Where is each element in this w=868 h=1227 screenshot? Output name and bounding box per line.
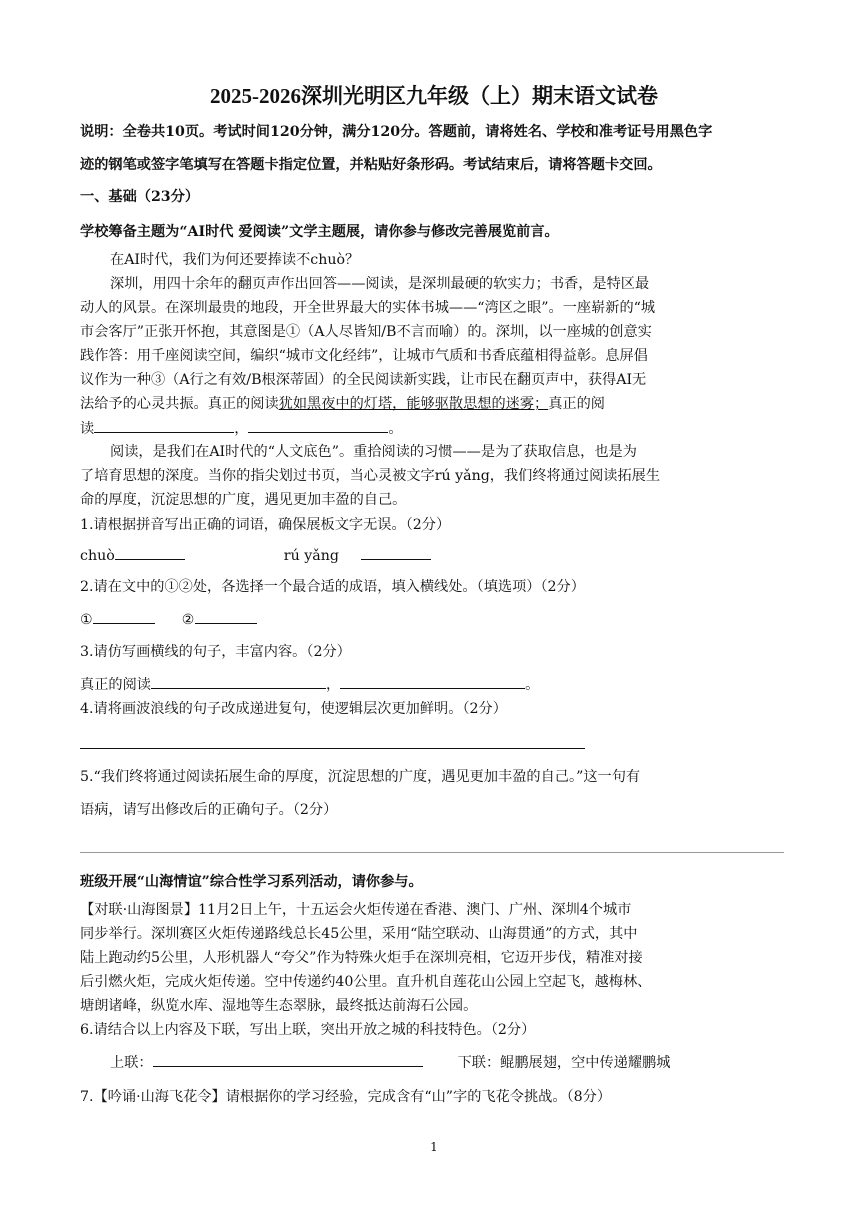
pinyin-label: rú yǎng <box>283 548 339 564</box>
answer-blank[interactable] <box>195 607 257 624</box>
question-6-answer <box>80 1050 790 1075</box>
passage-p2-line5: 议作为一种③（A行之有效/B根深蒂固）的全民阅读新实践，让市民在翻页声中，获得AI无 <box>80 372 647 388</box>
instructions-line-1: 说明：全卷共10页。考试时间120分钟，满分120分。答题前，请将姓名、学校和准考证号用黑色字 <box>80 124 713 140</box>
answer-blank[interactable] <box>361 543 431 560</box>
answer-prefix: 真正的阅读 <box>80 677 151 693</box>
question-2-answers <box>80 607 790 632</box>
passage-text: 真正的阅 <box>548 396 605 412</box>
passage-text: 读 <box>80 421 95 437</box>
question-3-answer <box>80 672 790 697</box>
passage-text: 法给予的心灵共振。真正的阅读 <box>80 396 279 412</box>
blank-marker: ② <box>181 612 195 628</box>
question-1: 1.请根据拼音写出正确的词语，确保展板文字无误。（2分） <box>80 517 451 533</box>
section-1-intro: 学校筹备主题为“AI时代 爱阅读”文学主题展，请你参与修改完善展览前言。 <box>80 224 559 240</box>
lower-couplet: 下联：鲲鹏展翅，空中传递耀鹏城 <box>457 1055 671 1071</box>
answer-blank[interactable] <box>151 672 326 689</box>
answer-blank[interactable] <box>94 416 234 433</box>
passage-p2-line4: 践作答：用千座阅读空间，编织“城市文化经纬”，让城市气质和书香底蕴相得益彰。息屏倡 <box>80 348 648 364</box>
passage-p2-line2: 动人的风景。在深圳最贵的地段，开全世界最大的实体书城——“湾区之眼”。一座崭新的“城 <box>80 300 656 316</box>
section-divider <box>80 852 784 853</box>
passage-p3-line3: 命的厚度，沉淀思想的广度，遇见更加丰盈的自己。 <box>80 492 407 508</box>
section-2-para-line2: 同步举行。深圳赛区火炬传递路线总长45公里，采用“陆空联动、山海贯通”的方式，其中 <box>80 926 638 942</box>
pinyin-label: chuò <box>80 548 115 564</box>
question-7: 7.【吟诵·山海飞花令】请根据你的学习经验，完成含有“山”字的飞花令挑战。（8分） <box>80 1089 612 1105</box>
answer-blank[interactable] <box>93 607 155 624</box>
section-2-para-line1: 【对联·山海图景】11月2日上午，十五运会火炬传递在香港、澳门、广州、深圳4个城市 <box>80 902 632 918</box>
question-5-line2: 语病，请写出修改后的正确句子。（2分） <box>80 802 338 818</box>
punctuation: 。 <box>525 677 540 693</box>
passage-text: ， <box>234 421 249 437</box>
passage-text: 。 <box>388 421 403 437</box>
instructions-line-2: 迹的钢笔或签字笔填写在答题卡指定位置，并粘贴好条形码。考试结束后，请将答题卡交回。 <box>80 157 662 173</box>
answer-blank[interactable] <box>115 543 185 560</box>
exam-title: 2025-2026深圳光明区九年级（上）期末语文试卷 <box>210 84 658 108</box>
passage-p3-line2: 了培育思想的深度。当你的指尖划过书页，当心灵被文字rú yǎng，我们终将通过阅读拓展生 <box>80 468 661 484</box>
upper-couplet-label: 上联： <box>110 1055 153 1071</box>
section-2-para-line3: 陆上跑动约5公里，人形机器人“夸父”作为特殊火炬手在深圳亮相，它迈开步伐，精准对接 <box>80 950 643 966</box>
passage-p2-line3: 市会客厅”正张开怀抱，其意图是①（A人尽皆知/B不言而喻）的。深圳，以一座城的创意实 <box>80 324 652 340</box>
answer-blank[interactable] <box>340 672 525 689</box>
answer-blank[interactable] <box>153 1050 423 1067</box>
section-1-heading: 一、基础（23分） <box>80 189 200 205</box>
section-2-intro: 班级开展“山海情谊”综合性学习系列活动，请你参与。 <box>80 874 423 890</box>
passage-p2-line6 <box>80 392 790 416</box>
question-6: 6.请结合以上内容及下联，写出上联，突出开放之城的科技特色。（2分） <box>80 1022 536 1038</box>
question-3: 3.请仿写画横线的句子，丰富内容。（2分） <box>80 644 351 660</box>
passage-p1: 在AI时代，我们为何还要捧读不chuò？ <box>110 252 360 268</box>
underlined-sentence: 犹如黑夜中的灯塔，能够驱散思想的迷雾； <box>278 396 549 412</box>
passage-p2-line1: 深圳，用四十余年的翻页声作出回答——阅读，是深圳最硬的软实力；书香，是特区最 <box>110 276 650 292</box>
question-5-line1: 5.“我们终将通过阅读拓展生命的厚度，沉淀思想的广度，遇见更加丰盈的自己。”这一句有 <box>80 769 641 785</box>
answer-line[interactable] <box>80 748 585 749</box>
section-2-para-line4: 后引燃火炬，完成火炬传递。空中传递约40公里。直升机自莲花山公园上空起飞，越梅林、 <box>80 974 652 990</box>
passage-p3-line1: 阅读，是我们在AI时代的“人文底色”。重拾阅读的习惯——是为了获取信息，也是为 <box>110 444 637 460</box>
punctuation: ， <box>325 677 341 693</box>
question-4: 4.请将画波浪线的句子改成递进复句，使逻辑层次更加鲜明。（2分） <box>80 701 507 717</box>
blank-marker: ① <box>80 612 93 628</box>
passage-p2-line7 <box>80 416 790 441</box>
page-number: 1 <box>430 1140 438 1154</box>
question-1-answers <box>80 543 790 568</box>
question-2: 2.请在文中的①②处，各选择一个最合适的成语，填入横线处。（填选项）（2分） <box>80 579 585 595</box>
section-2-para-line5: 塘朗诸峰，纵览水库、湿地等生态翠脉，最终抵达前海石公园。 <box>80 998 478 1014</box>
answer-blank[interactable] <box>248 416 388 433</box>
